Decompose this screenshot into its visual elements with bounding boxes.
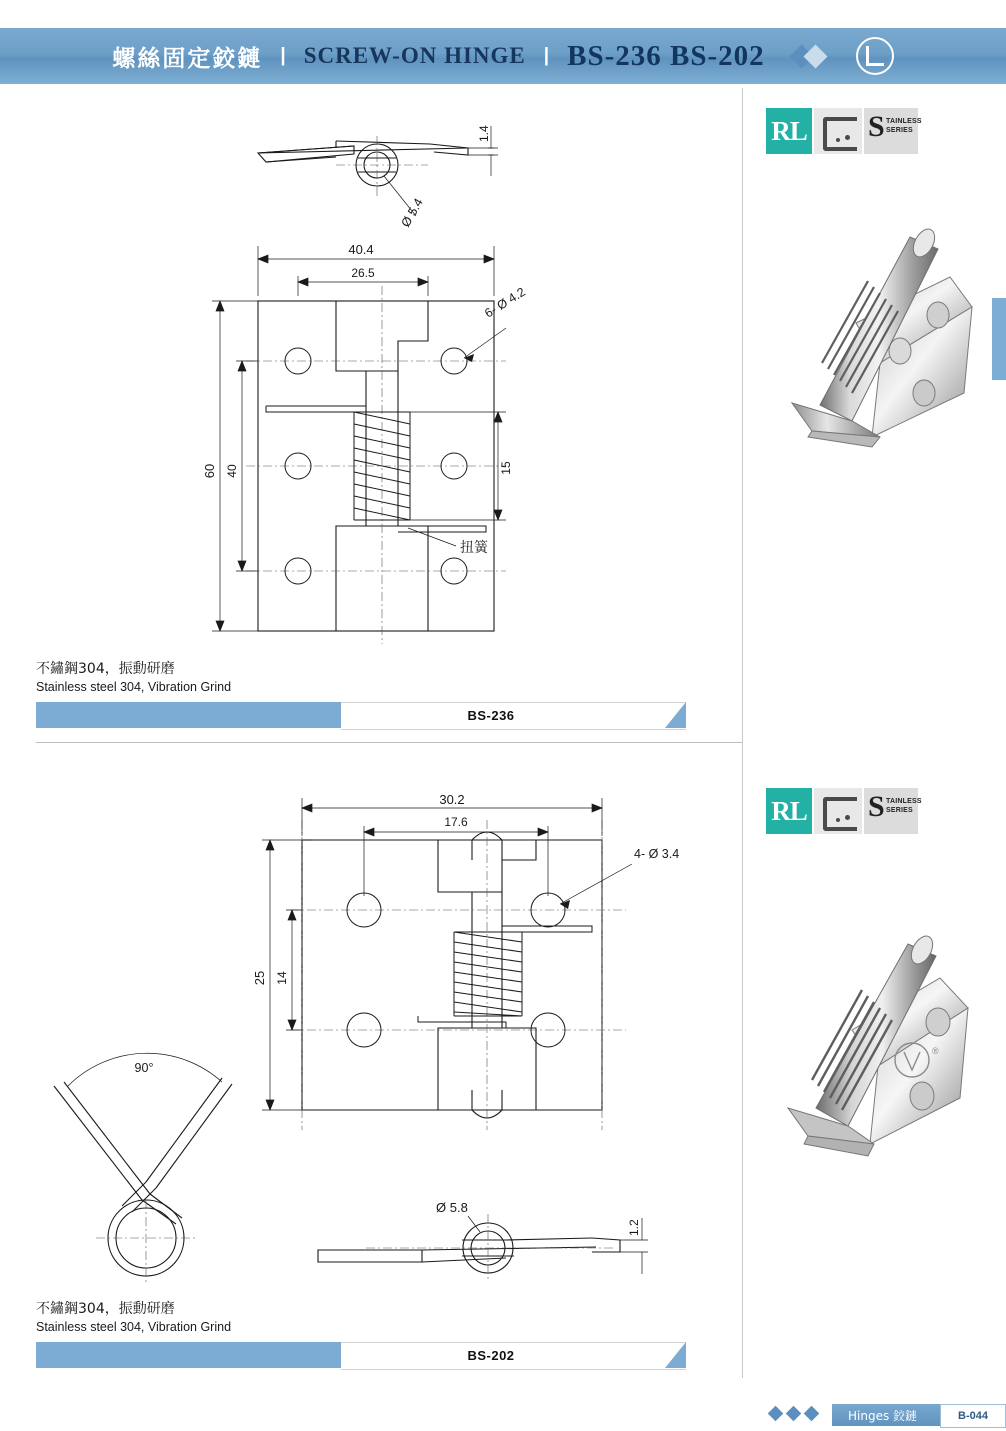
badge-group-bs236 xyxy=(766,108,922,154)
svg-text:1.4: 1.4 xyxy=(477,125,491,142)
rl-badge: RL xyxy=(766,788,812,834)
diamond-icon-group xyxy=(793,48,824,65)
stainless-series-badge xyxy=(864,788,922,834)
svg-text:25: 25 xyxy=(252,970,267,986)
material-caption-bs202 xyxy=(36,1300,231,1336)
material-en: Stainless steel 304, Vibration Grind xyxy=(36,679,232,694)
s-line1: TAINLESS xyxy=(886,798,922,805)
svg-text:4- Ø 3.4: 4- Ø 3.4 xyxy=(634,847,680,861)
page-header xyxy=(0,28,1006,84)
product-namebar-bs236 xyxy=(36,702,686,728)
diamond-icon xyxy=(804,1406,820,1422)
page-footer xyxy=(770,1404,1006,1426)
stainless-series-badge xyxy=(864,108,922,154)
svg-text:Ø 5.4: Ø 5.4 xyxy=(398,196,426,230)
drawing-bs236 xyxy=(36,96,736,656)
namebar-triangle xyxy=(665,1342,686,1368)
product-name-bs236: BS-236 xyxy=(467,707,515,723)
svg-text:40: 40 xyxy=(225,464,239,478)
svg-text:40.4: 40.4 xyxy=(348,242,374,257)
footer-page-number: B-044 xyxy=(940,1404,1006,1428)
footer-category: Hinges 鉸鏈 xyxy=(848,1408,918,1423)
product-photo-bs236 xyxy=(760,215,990,465)
header-separator-2: | xyxy=(543,45,550,66)
svg-text:1.2: 1.2 xyxy=(627,1219,641,1236)
s-letter: S xyxy=(868,110,885,143)
s-line2: SERIES xyxy=(886,806,913,814)
hinge-mount-icon xyxy=(812,788,864,834)
svg-text:扭簧: 扭簧 xyxy=(460,540,488,556)
footer-diamond-icons xyxy=(770,1408,817,1419)
material-caption-bs236 xyxy=(36,660,231,696)
svg-text:90°: 90° xyxy=(134,1061,154,1075)
header-separator-1: | xyxy=(280,45,286,66)
svg-text:15: 15 xyxy=(499,461,513,475)
diamond-icon xyxy=(768,1406,784,1422)
drawing-bs202 xyxy=(36,792,736,1300)
namebar-triangle xyxy=(665,702,686,728)
namebar-blue xyxy=(36,702,341,728)
namebar-blue xyxy=(36,1342,341,1368)
rl-badge: RL xyxy=(766,108,812,154)
product-namebar-bs202 xyxy=(36,1342,686,1368)
svg-text:17.6: 17.6 xyxy=(444,815,468,829)
brand-logo-icon xyxy=(856,37,894,75)
s-line1: TAINLESS xyxy=(886,118,922,125)
s-letter: S xyxy=(868,790,885,823)
material-cn: 不鏽鋼304，振動研磨 xyxy=(36,661,175,677)
material-cn: 不鏽鋼304，振動研磨 xyxy=(36,1301,175,1317)
diamond-icon xyxy=(786,1406,802,1422)
product-name-bs202: BS-202 xyxy=(467,1347,515,1363)
hinge-mount-icon xyxy=(812,108,864,154)
header-title-cn: 螺絲固定鉸鏈 xyxy=(112,45,263,72)
side-index-tab xyxy=(992,298,1006,380)
svg-text:30.2: 30.2 xyxy=(439,792,465,807)
svg-text:Ø 5.8: Ø 5.8 xyxy=(436,1200,468,1215)
row-divider xyxy=(36,742,742,743)
diamond-icon xyxy=(803,44,827,68)
column-divider xyxy=(742,88,743,1378)
svg-text:14: 14 xyxy=(275,971,289,985)
material-en: Stainless steel 304, Vibration Grind xyxy=(36,1319,232,1334)
header-product-codes: BS-236 BS-202 xyxy=(567,39,765,72)
badge-group-bs202 xyxy=(766,788,922,834)
header-title-en: SCREW-ON HINGE xyxy=(303,43,526,68)
svg-text:26.5: 26.5 xyxy=(351,266,375,280)
svg-text:6- Ø 4.2: 6- Ø 4.2 xyxy=(482,284,528,321)
svg-text:®: ® xyxy=(932,1046,939,1056)
product-photo-bs202 xyxy=(762,930,992,1190)
s-line2: SERIES xyxy=(886,126,913,134)
svg-text:60: 60 xyxy=(202,463,217,479)
